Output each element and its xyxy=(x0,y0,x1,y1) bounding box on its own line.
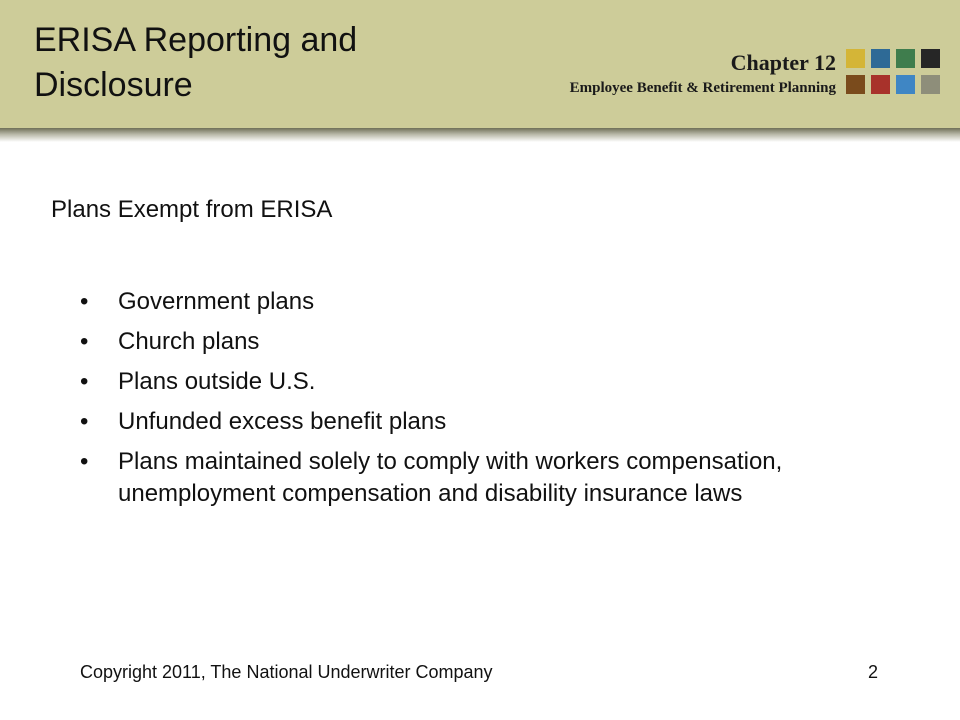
bullet-text: Unfunded excess benefit plans xyxy=(118,408,447,435)
header-bar xyxy=(0,0,960,128)
bullet-text: Church plans xyxy=(118,328,260,355)
bullet-item xyxy=(80,446,840,510)
color-square-5 xyxy=(846,75,865,94)
book-subtitle: Employee Benefit & Retirement Planning xyxy=(569,80,836,96)
color-square-3 xyxy=(896,49,915,68)
bullet-marker: • xyxy=(80,288,89,315)
bullet-text: Government plans xyxy=(118,288,315,315)
bullet-item xyxy=(80,406,840,438)
bullet-item xyxy=(80,366,840,398)
page-number: 2 xyxy=(867,662,878,682)
bullet-text: Plans maintained solely to comply with workers compensation, unemployment compensation and disability insurance laws xyxy=(118,448,783,507)
chapter-label: Chapter 12 xyxy=(730,50,836,75)
bullet-item xyxy=(80,286,840,318)
slide-title: Plans Exempt from ERISA xyxy=(51,196,333,223)
color-square-7 xyxy=(896,75,915,94)
bullet-marker: • xyxy=(80,368,89,395)
color-square-1 xyxy=(846,49,865,68)
bullet-item xyxy=(80,326,840,358)
deck-title: ERISA Reporting and Disclosure xyxy=(34,21,358,104)
color-square-8 xyxy=(921,75,940,94)
bullet-marker: • xyxy=(80,328,89,355)
color-square-4 xyxy=(921,49,940,68)
bullet-marker: • xyxy=(80,408,89,435)
bullet-marker: • xyxy=(80,448,89,475)
header-shadow xyxy=(0,128,960,142)
color-square-2 xyxy=(871,49,890,68)
color-square-6 xyxy=(871,75,890,94)
bullet-list xyxy=(80,286,840,518)
bullet-text: Plans outside U.S. xyxy=(118,368,316,395)
copyright-footer: Copyright 2011, The National Underwriter Company xyxy=(80,662,493,682)
